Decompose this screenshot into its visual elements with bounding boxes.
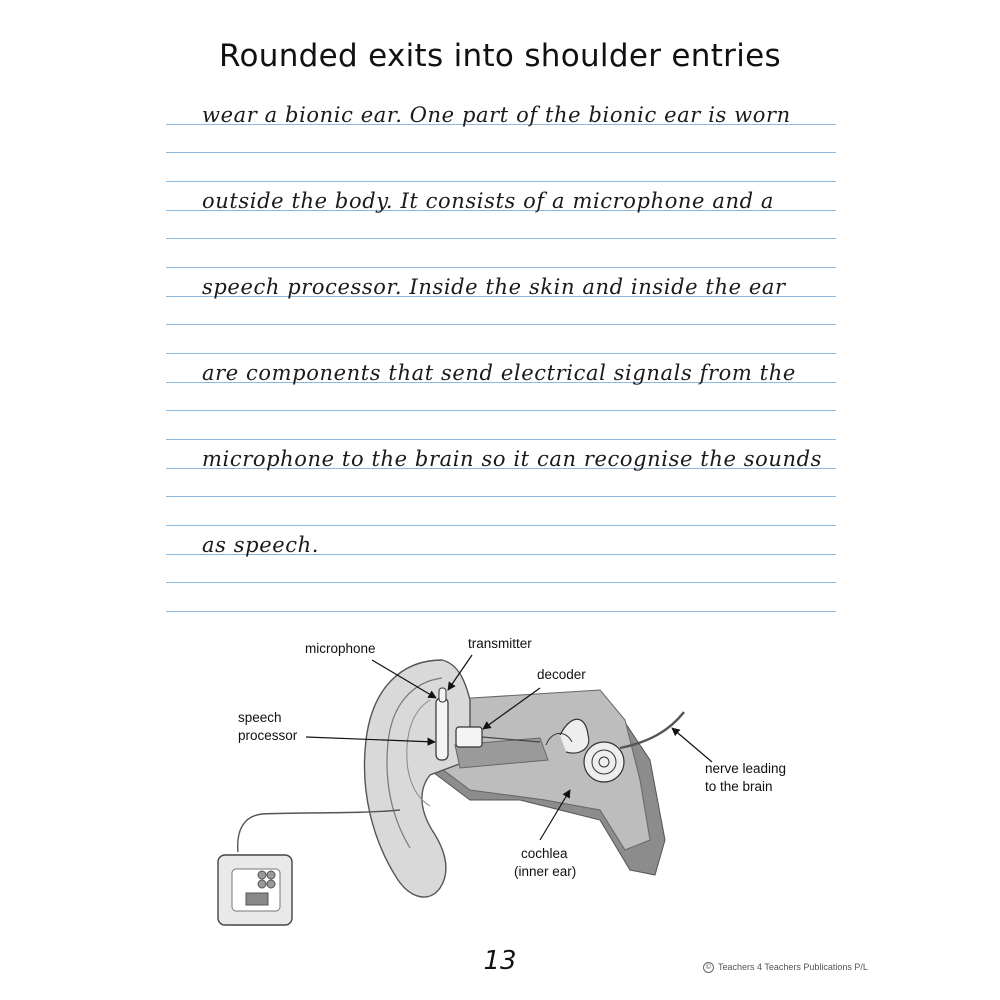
rule-line (166, 324, 836, 325)
rule-line (166, 238, 836, 239)
handwriting-line-4: are components that send electrical signals from the (202, 361, 796, 385)
rule-line (166, 353, 836, 354)
label-transmitter: transmitter (468, 636, 532, 651)
handwriting-line-5: microphone to the brain so it can recognise the sounds (202, 447, 823, 471)
label-to-the-brain: to the brain (705, 779, 773, 794)
label-microphone: microphone (305, 641, 376, 656)
handwriting-line-1: wear a bionic ear. One part of the bionic ear is worn (202, 103, 791, 127)
rule-line (166, 181, 836, 182)
rule-line (166, 152, 836, 153)
page-number: 13 (483, 946, 517, 976)
microphone-unit (439, 688, 446, 702)
handwriting-line-3: speech processor. Inside the skin and inside the ear (202, 275, 786, 299)
ear-illustration (0, 620, 1000, 940)
bionic-ear-diagram (0, 620, 1000, 940)
copyright-text: Teachers 4 Teachers Publications P/L (718, 962, 868, 972)
handwriting-line-6: as speech. (202, 533, 320, 557)
rule-line (166, 611, 836, 612)
copyright-notice (703, 962, 868, 973)
ruled-writing-area (166, 0, 836, 640)
page-title: Rounded exits into shoulder entries (219, 38, 781, 74)
label-nerve-leading: nerve leading (705, 761, 787, 776)
label-decoder: decoder (537, 667, 586, 682)
rule-line (166, 439, 836, 440)
rule-line (166, 496, 836, 497)
rule-line (166, 525, 836, 526)
label-cochlea: cochlea (521, 846, 568, 861)
label-inner-ear: (inner ear) (514, 864, 577, 879)
label-processor: processor (238, 728, 298, 743)
rule-line (166, 410, 836, 411)
label-speech: speech (238, 710, 282, 725)
rule-line (166, 267, 836, 268)
handwriting-line-2: outside the body. It consists of a microphone and a (202, 189, 775, 213)
rule-line (166, 582, 836, 583)
copyright-icon: © (703, 962, 714, 973)
speech-processor-unit (436, 698, 448, 760)
processor-pack-shape (218, 855, 292, 925)
decoder-unit (456, 727, 482, 747)
